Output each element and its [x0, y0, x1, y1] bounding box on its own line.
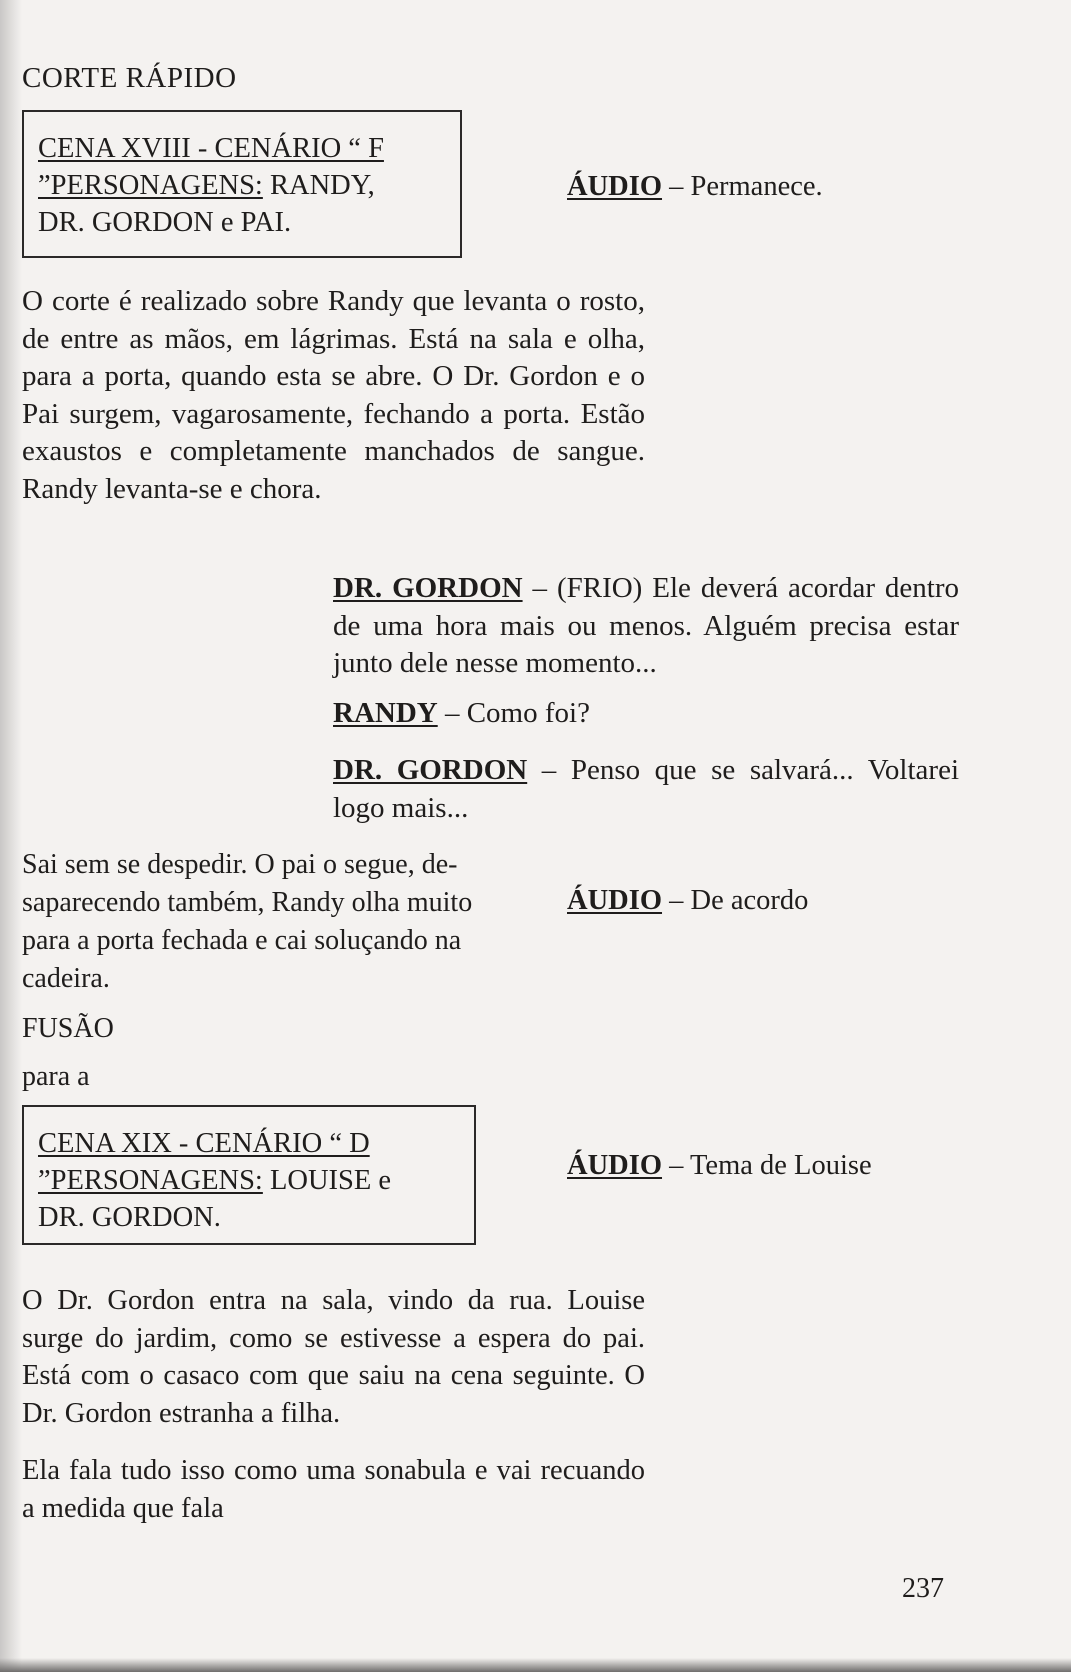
speaker-name: DR. GORDON: [333, 572, 523, 604]
scene-19-description-2: Ela fala tudo isso como uma sonabula e vai recuando a medida que fala: [22, 1455, 645, 1524]
audio-label: ÁUDIO: [567, 885, 663, 916]
transition-para-a: para a: [22, 1061, 90, 1092]
scene-18-description: O corte é realizado sobre Randy que levanta o rosto, de entre as mãos, em lágrimas. Está na sala e olha, para a porta, quando esta se abre. O Dr. Gordon e o Pai surgem, vagarosamente, fechando a porta. Estão exaustos e completamente manchados de sangue. Randy levanta-se e chora.: [22, 285, 645, 505]
speaker-name: RANDY: [333, 697, 438, 729]
audio-label: ÁUDIO: [567, 1150, 663, 1181]
running-header: CORTE RÁPIDO: [22, 62, 237, 94]
speaker-name: DR. GORDON: [333, 754, 528, 786]
scene-18-audio: ÁUDIO – Permanece.: [567, 171, 823, 202]
scene-19-audio: ÁUDIO – Tema de Louise: [567, 1150, 872, 1181]
dialogue-randy: RANDY – Como foi?: [333, 697, 590, 729]
scene-19-description: O Dr. Gordon entra na sala, vindo da rua. Louise surge do jardim, como se estivesse a espera do pai. Está com o casaco com que saiu na cena seguinte. O Dr. Gordon estranha a filha.: [22, 1285, 645, 1429]
page-number: 237: [902, 1573, 944, 1604]
page-edge-shadow-bottom: [0, 1658, 1071, 1672]
scene-18-characters-cont: DR. GORDON e PAI.: [38, 207, 292, 238]
dialogue-dr-gordon-2: DR. GORDON – Penso que se salvará... Voltarei logo mais...: [333, 754, 959, 824]
scene-18-audio-2: ÁUDIO – De acordo: [567, 885, 809, 916]
scene-19-characters-cont: DR. GORDON.: [38, 1202, 221, 1233]
audio-label: ÁUDIO: [567, 171, 663, 202]
page-edge-shadow: [0, 0, 22, 1672]
scene-18-heading-box: [22, 110, 462, 258]
transition-fusao: FUSÃO: [22, 1013, 114, 1044]
dialogue-dr-gordon-1: DR. GORDON – (FRIO) Ele deverá acordar dentro de uma hora mais ou menos. Alguém precisa estar junto dele nesse momento...: [333, 572, 959, 679]
scene-19-characters: ”PERSONAGENS: LOUISE e: [38, 1165, 392, 1196]
scene-19-title: CENA XIX - CENÁRIO “ D: [38, 1128, 370, 1159]
scene-18-characters: ”PERSONAGENS: RANDY,: [38, 170, 375, 201]
scene-18-action: Sai sem se despedir. O pai o segue, de- saparecendo também, Randy olha muito para a porta fechada e cai soluçando na cadeira.: [22, 849, 473, 994]
scene-18-title: CENA XVIII - CENÁRIO “ F: [38, 133, 384, 164]
scene-19-heading-box: [22, 1105, 476, 1245]
